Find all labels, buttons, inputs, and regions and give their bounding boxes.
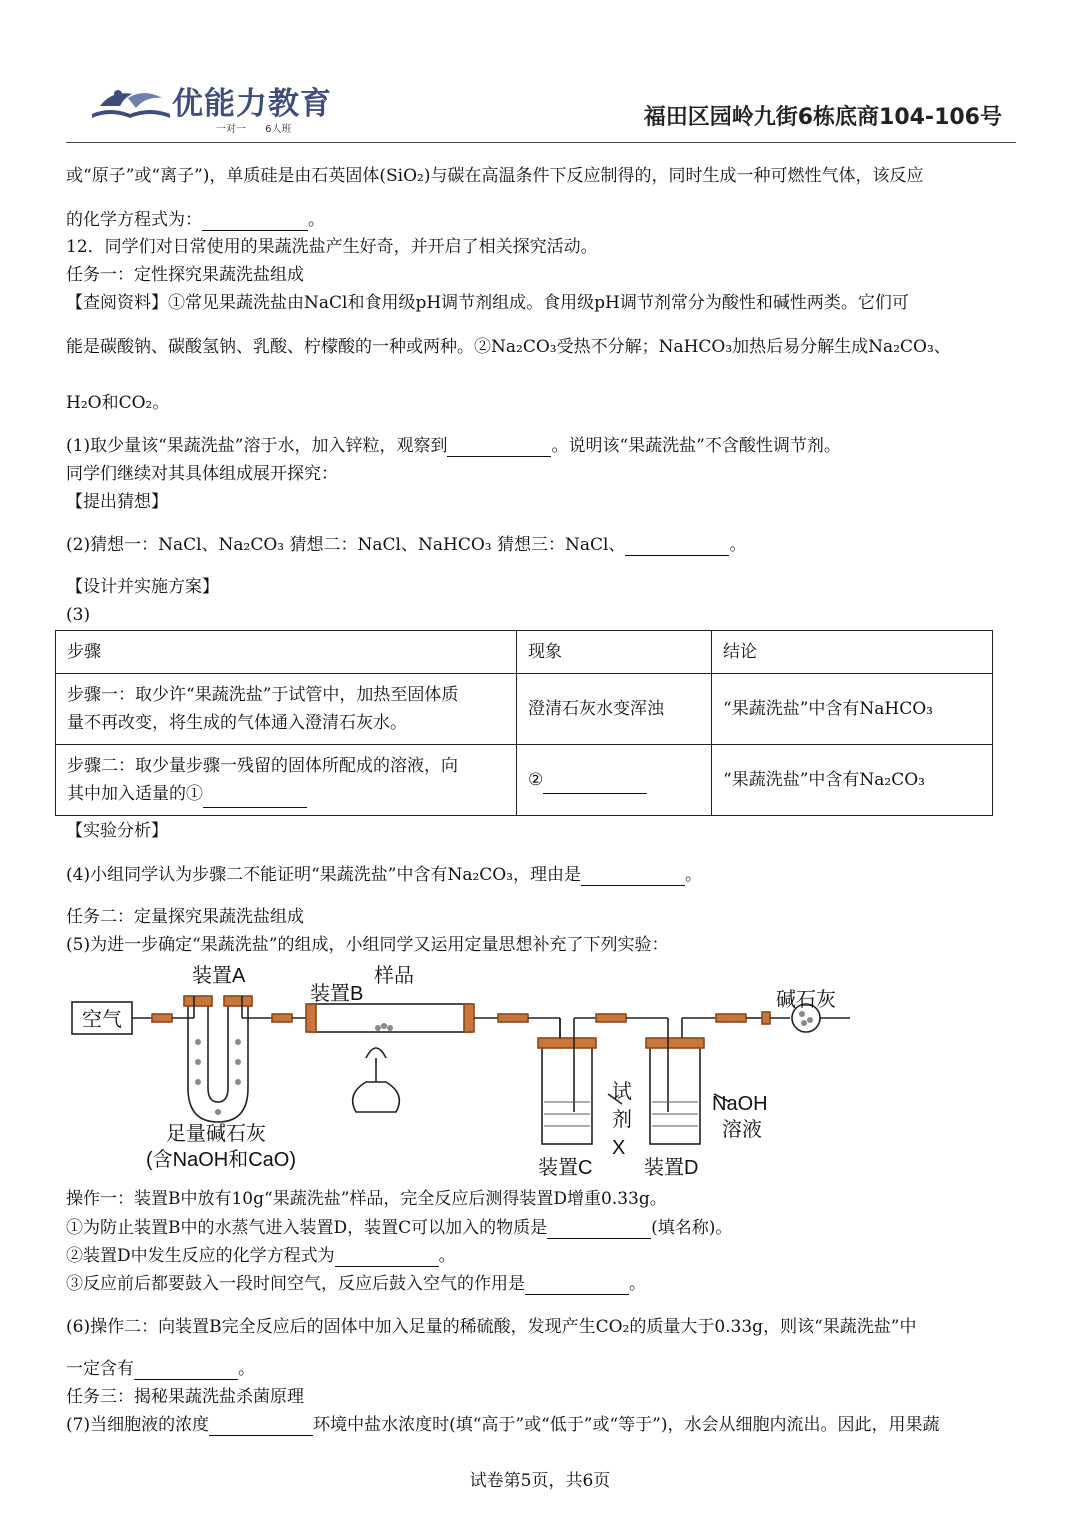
question-6: (6)操作二：向装置B完全反应后的固体中加入足量的稀硫酸，发现产生CO₂的质量大于0.33g，则该“果蔬洗盐”中: [66, 1317, 917, 1337]
question-5: (5)为进一步确定“果蔬洗盐”的组成，小组同学又运用定量思想补充了下列实验：: [66, 935, 669, 955]
label-device-a: 装置A: [192, 965, 246, 987]
answer-blank[interactable]: [625, 537, 729, 556]
question-5-1: ①为防止装置B中的水蒸气进入装置D，装置C可以加入的物质是 (填名称)。: [66, 1218, 733, 1238]
label-soda-lime-a: 足量碱石灰: [166, 1123, 266, 1145]
table-header-conclusion: 结论: [712, 631, 993, 674]
experiment-table: [55, 630, 993, 816]
answer-blank[interactable]: [525, 1276, 629, 1295]
table-row: [56, 674, 993, 745]
answer-blank[interactable]: [543, 775, 647, 794]
text-line: 能是碳酸钠、碳酸氢钠、乳酸、柠檬酸的一种或两种。②Na₂CO₃受热不分解；NaHCO₃加热后易分解生成Na₂CO₃、: [66, 337, 951, 357]
table-cell-conclusion: “果蔬洗盐”中含有Na₂CO₃: [712, 745, 993, 816]
operation-1: 操作一：装置B中放有10g“果蔬洗盐”样品，完全反应后测得装置D增重0.33g。: [66, 1189, 667, 1209]
question-12-title: 12．同学们对日常使用的果蔬洗盐产生好奇，并开启了相关探究活动。: [66, 237, 598, 257]
table-cell-phenomenon: ②: [517, 745, 712, 816]
table-header-phenomenon: 现象: [517, 631, 712, 674]
text-line: 或“原子”或“离子”)，单质硅是由石英固体(SiO₂)与碳在高温条件下反应制得的，同时生成一种可燃性气体，该反应: [66, 166, 924, 186]
label-solution: 溶液: [722, 1119, 762, 1141]
brand-subtitle: 一对一 6人班: [216, 124, 292, 135]
label-reagent-3: X: [612, 1137, 626, 1159]
table-row: [56, 745, 993, 816]
section-heading: 【提出猜想】: [66, 492, 168, 512]
table-cell-conclusion: “果蔬洗盐”中含有NaHCO₃: [712, 674, 993, 745]
text-line: H₂O和CO₂。: [66, 393, 170, 413]
question-1: (1)取少量该“果蔬洗盐”溶于水，加入锌粒，观察到 。说明该“果蔬洗盐”不含酸性调节剂。: [66, 436, 841, 456]
answer-blank[interactable]: [335, 1248, 439, 1267]
label-device-b: 装置B: [310, 983, 364, 1005]
header-address: 福田区园岭九街6栋底商104-106号: [643, 105, 1002, 130]
label-device-c: 装置C: [538, 1157, 593, 1179]
brand-name: 优能力教育: [172, 86, 332, 122]
question-3-label: (3): [66, 605, 91, 625]
question-5-2: ②装置D中发生反应的化学方程式为 。: [66, 1246, 456, 1266]
book-logo-icon: [90, 84, 172, 124]
table-cell-step: 步骤二：取少量步骤一残留的固体所配成的溶液，向 其中加入适量的①: [56, 745, 517, 816]
answer-blank[interactable]: [134, 1361, 238, 1380]
text-line: 一定含有 。: [66, 1359, 255, 1379]
task-heading: 任务三：揭秘果蔬洗盐杀菌原理: [66, 1387, 304, 1407]
text-line: 的化学方程式为： 。: [66, 210, 325, 230]
task-heading: 任务一：定性探究果蔬洗盐组成: [66, 265, 304, 285]
question-5-3: ③反应前后都要鼓入一段时间空气，反应后鼓入空气的作用是 。: [66, 1274, 646, 1294]
answer-blank[interactable]: [581, 867, 685, 886]
section-heading: 【实验分析】: [66, 821, 168, 841]
label-device-d: 装置D: [644, 1157, 699, 1179]
answer-blank[interactable]: [209, 1417, 313, 1436]
question-4: (4)小组同学认为步骤二不能证明“果蔬洗盐”中含有Na₂CO₃，理由是 。: [66, 865, 703, 885]
table-cell-phenomenon: 澄清石灰水变浑浊: [517, 674, 712, 745]
answer-blank[interactable]: [447, 438, 551, 457]
question-7: (7)当细胞液的浓度 环境中盐水浓度时(填“高于”或“低于”或“等于”)，水会从细胞内流出。因此，用果蔬: [66, 1415, 940, 1435]
table-cell-step: 步骤一：取少许“果蔬洗盐”于试管中，加热至固体质 量不再改变，将生成的气体通入澄清石灰水。: [56, 674, 517, 745]
page-footer: 试卷第5页，共6页: [469, 1471, 611, 1491]
table-header-step: 步骤: [56, 631, 517, 674]
text-line: 【查阅资料】①常见果蔬洗盐由NaCl和食用级pH调节剂组成。食用级pH调节剂常分为酸性和碱性两类。它们可: [66, 293, 909, 313]
task-heading: 任务二：定量探究果蔬洗盐组成: [66, 907, 304, 927]
apparatus-diagram: [66, 962, 866, 1184]
answer-blank[interactable]: [203, 789, 307, 808]
text-line: 同学们继续对其具体组成展开探究：: [66, 464, 338, 484]
header-divider: [66, 142, 1016, 143]
label-soda-lime-composition: (含NaOH和CaO): [146, 1149, 297, 1171]
label-reagent-1: 试: [612, 1081, 632, 1103]
page-header: [66, 72, 1016, 148]
question-2: (2)猜想一：NaCl、Na₂CO₃ 猜想二：NaCl、NaHCO₃ 猜想三：NaCl、 。: [66, 535, 747, 555]
label-reagent-2: 剂: [612, 1109, 632, 1131]
label-soda-lime: 碱石灰: [776, 989, 836, 1011]
label-sample: 样品: [374, 965, 414, 987]
answer-blank[interactable]: [202, 212, 308, 231]
label-air: 空气: [82, 1009, 122, 1031]
label-naoh: NaOH: [712, 1093, 768, 1115]
section-heading: 【设计并实施方案】: [66, 577, 219, 597]
answer-blank[interactable]: [547, 1220, 651, 1239]
